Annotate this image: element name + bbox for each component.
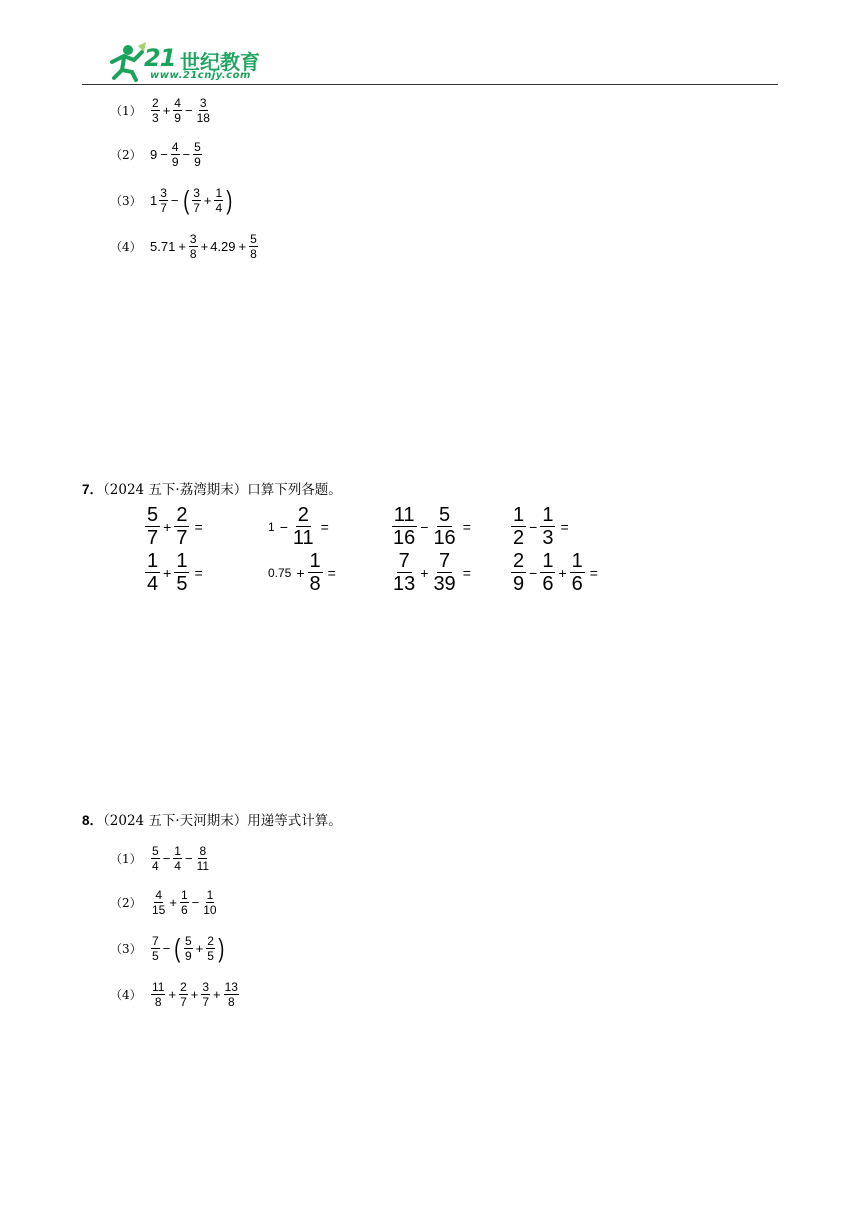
numerator: 1 [542,550,554,572]
numerator: 13 [224,979,238,994]
fraction [196,97,211,124]
question-instruction: 口算下列各题。 [247,482,342,498]
numerator: 1 [176,550,188,572]
denominator: 11 [196,858,210,873]
number: 9 [150,146,158,162]
exercise-item [110,976,240,1012]
operator: − [162,850,171,866]
equals-sign: = [589,564,598,581]
oral-calc-item [268,505,329,548]
numerator: 2 [176,504,188,526]
parenthesis: ) [226,185,233,215]
exercise-item [110,884,219,920]
fraction [189,233,198,260]
item-label: （2） [110,147,142,162]
oral-calc-item [510,505,569,548]
parenthesis: ( [174,933,181,963]
denominator: 9 [174,110,181,125]
operator: − [184,850,193,866]
numerator: 2 [180,979,187,994]
fraction [214,187,223,214]
expression [150,935,227,962]
fraction [184,935,193,962]
equals-sign: = [194,518,203,535]
numerator: 1 [542,504,554,526]
denominator: 8 [189,246,197,261]
fraction [202,889,217,916]
fraction [179,981,188,1008]
fraction [431,551,457,594]
equals-sign: = [320,518,329,535]
fraction [193,141,202,168]
operator: + [169,894,177,910]
operator: − [529,518,538,535]
denominator: 39 [433,573,456,595]
site-logo [104,40,274,84]
numerator: 5 [152,843,159,858]
operator: − [420,518,429,535]
exercise-item [110,92,212,128]
fraction [511,505,526,548]
numerator: 1 [180,887,188,902]
fraction [145,551,160,594]
numerator: 1 [206,887,214,902]
oral-calc-item [268,551,336,594]
numerator: 8 [199,843,207,858]
question-8-title [82,809,342,829]
numerator: 1 [147,550,159,572]
fraction [192,187,201,214]
exercise-item [110,840,211,876]
numerator: 2 [297,504,309,526]
operator: + [200,238,209,254]
numerator: 1 [513,504,525,526]
denominator: 2 [513,527,525,549]
logo-name: 世纪教育 [180,50,260,74]
question-number: 7． [82,482,104,497]
denominator: 9 [194,154,201,169]
operator: − [529,564,538,581]
denominator: 8 [309,573,321,595]
item-label: （1） [110,103,142,118]
fraction [249,233,258,260]
operator: − [162,940,171,956]
numerator: 1 [174,843,181,858]
numerator: 5 [147,504,159,526]
denominator: 6 [571,573,583,595]
expression [150,141,203,168]
exercise-item [110,182,235,218]
number: 1 [268,519,275,534]
denominator: 16 [433,527,456,549]
expression [150,981,240,1008]
oral-calc-item [390,551,471,594]
numerator: 11 [152,979,165,994]
fraction [145,505,160,548]
fraction [151,935,160,962]
question-7-title [82,478,342,498]
fraction [151,981,165,1008]
number: 1 [150,192,158,208]
fraction [201,981,210,1008]
fraction [391,505,417,548]
numerator: 5 [439,504,451,526]
operator: + [238,238,247,254]
operator: + [190,986,199,1002]
fraction [174,505,189,548]
operator: + [213,986,221,1002]
numerator: 7 [398,550,410,572]
denominator: 10 [203,902,217,917]
fraction [173,97,182,124]
numerator: 4 [174,95,181,110]
denominator: 4 [152,858,159,873]
item-label: （1） [110,851,142,866]
numerator: 2 [513,550,525,572]
denominator: 3 [152,110,159,125]
exercise-item [110,228,259,264]
equals-sign: = [560,518,569,535]
exercise-item [110,930,227,966]
fraction [180,889,189,916]
fraction [431,505,457,548]
denominator: 6 [180,902,188,917]
denominator: 7 [202,994,210,1009]
operator: + [420,564,429,581]
denominator: 9 [513,573,525,595]
runner-logo-icon [104,42,146,82]
denominator: 4 [147,573,159,595]
fraction [291,505,316,548]
fraction [151,97,160,124]
numerator: 4 [171,139,179,154]
numerator: 3 [202,979,210,994]
equals-sign: = [327,564,336,581]
operator: − [182,146,191,162]
logo-url: www.21cnjy.com [150,70,251,81]
denominator: 5 [207,948,214,963]
numerator: 3 [199,95,207,110]
numerator: 5 [184,933,192,948]
expression [150,187,235,214]
denominator: 7 [176,527,188,549]
item-label: （4） [110,239,142,254]
denominator: 5 [152,948,159,963]
equals-sign: = [462,518,471,535]
oral-calc-item [510,551,598,594]
operator: + [163,564,172,581]
fraction [511,551,526,594]
fraction [151,845,160,872]
question-source: （2024 五下·荔湾期末） [103,482,248,498]
operator: − [191,894,200,910]
item-label: （3） [110,193,142,208]
numerator: 2 [207,933,214,948]
numerator: 5 [250,231,257,246]
numerator: 1 [571,550,583,572]
numerator: 3 [193,185,200,200]
denominator: 6 [542,573,554,595]
operator: − [160,146,168,162]
numerator: 3 [189,231,197,246]
expression [150,233,259,260]
fraction [540,505,555,548]
expression [150,845,211,872]
operator: − [184,102,193,118]
fraction [224,981,239,1008]
exercise-item [110,136,203,172]
oral-calc-item [144,551,203,594]
expression [150,889,219,916]
denominator: 16 [393,527,416,549]
denominator: 18 [196,110,210,125]
equals-sign: = [194,564,203,581]
fraction [171,141,180,168]
oral-calc-item [390,505,471,548]
numerator: 1 [215,185,223,200]
denominator: 9 [184,948,192,963]
question-number: 8． [82,813,104,828]
denominator: 3 [542,527,554,549]
numerator: 1 [309,550,321,572]
item-label: （4） [110,987,142,1002]
question-instruction: 用递等式计算。 [247,813,342,829]
denominator: 7 [193,200,200,215]
operator: − [170,192,179,208]
oral-calc-item [144,505,203,548]
fraction [570,551,585,594]
parenthesis: ( [182,185,189,215]
denominator: 7 [147,527,159,549]
denominator: 5 [176,573,188,595]
denominator: 8 [227,994,235,1009]
operator: + [168,986,177,1002]
numerator: 7 [439,550,451,572]
denominator: 4 [215,200,223,215]
operator: + [163,518,172,535]
parenthesis: ) [218,933,225,963]
number: 5.71 [150,238,176,254]
denominator: 7 [180,994,187,1009]
denominator: 13 [393,573,416,595]
denominator: 4 [174,858,181,873]
fraction [174,551,189,594]
numerator: 7 [152,933,159,948]
numerator: 4 [155,887,163,902]
fraction [196,845,210,872]
denominator: 9 [171,154,179,169]
item-label: （3） [110,941,142,956]
numerator: 11 [393,504,415,526]
operator: − [279,518,288,535]
operator: + [195,940,204,956]
operator: + [178,238,186,254]
question-source: （2024 五下·天河期末） [103,813,248,829]
header-divider [82,84,778,85]
fraction [151,889,166,916]
denominator: 15 [152,902,166,917]
fraction [391,551,417,594]
numerator: 5 [194,139,201,154]
fraction [206,935,215,962]
denominator: 11 [292,527,314,549]
fraction [540,551,555,594]
number: 0.75 [268,565,292,580]
operator: + [296,564,305,581]
item-label: （2） [110,895,142,910]
numerator: 2 [152,95,159,110]
denominator: 8 [154,994,162,1009]
logo-number: 21 [144,44,176,72]
numerator: 3 [160,185,167,200]
equals-sign: = [462,564,471,581]
expression [150,97,212,124]
operator: + [203,192,212,208]
fraction [173,845,182,872]
fraction [308,551,323,594]
operator: + [162,102,171,118]
fraction [159,187,168,214]
operator: + [558,564,567,581]
denominator: 7 [160,200,167,215]
number: 4.29 [210,238,236,254]
denominator: 8 [250,246,257,261]
